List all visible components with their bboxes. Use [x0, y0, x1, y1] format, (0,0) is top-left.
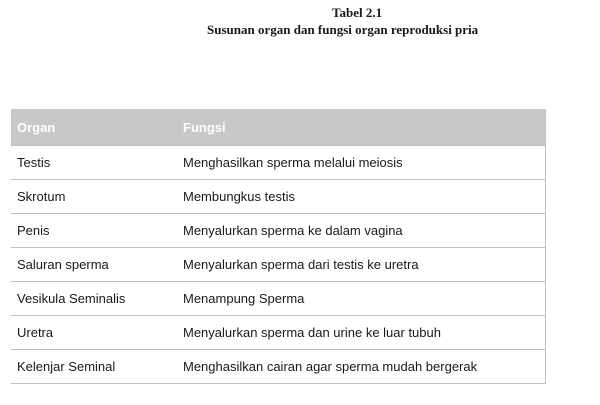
table-row: [11, 282, 546, 316]
header-organ: Organ: [11, 109, 177, 146]
table-row: [11, 350, 546, 384]
table-row: [11, 214, 546, 248]
fungsi-cell: Menghasilkan sperma melalui meiosis: [177, 146, 546, 180]
organ-cell: Testis: [11, 146, 177, 180]
table-row: [11, 180, 546, 214]
table-row: [11, 146, 546, 180]
table-header-row: [11, 109, 546, 146]
organ-cell: Penis: [11, 214, 177, 248]
table-title: Susunan organ dan fungsi organ reproduksi pria: [207, 22, 479, 37]
fungsi-cell: Menampung Sperma: [177, 282, 546, 316]
table-caption: [0, 4, 600, 38]
fungsi-cell: Menyalurkan sperma dan urine ke luar tubuh: [177, 316, 546, 350]
organ-cell: Skrotum: [11, 180, 177, 214]
fungsi-cell: Menyalurkan sperma dari testis ke uretra: [177, 248, 546, 282]
table-row: [11, 248, 546, 282]
fungsi-cell: Membungkus testis: [177, 180, 546, 214]
organ-cell: Vesikula Seminalis: [11, 282, 177, 316]
table-row: [11, 316, 546, 350]
header-fungsi: Fungsi: [177, 109, 546, 146]
organ-cell: Uretra: [11, 316, 177, 350]
fungsi-cell: Menghasilkan cairan agar sperma mudah bergerak: [177, 350, 546, 384]
organ-cell: Kelenjar Seminal: [11, 350, 177, 384]
organ-cell: Saluran sperma: [11, 248, 177, 282]
table-number: Tabel 2.1: [332, 5, 383, 20]
fungsi-cell: Menyalurkan sperma ke dalam vagina: [177, 214, 546, 248]
organ-function-table: [11, 109, 546, 384]
